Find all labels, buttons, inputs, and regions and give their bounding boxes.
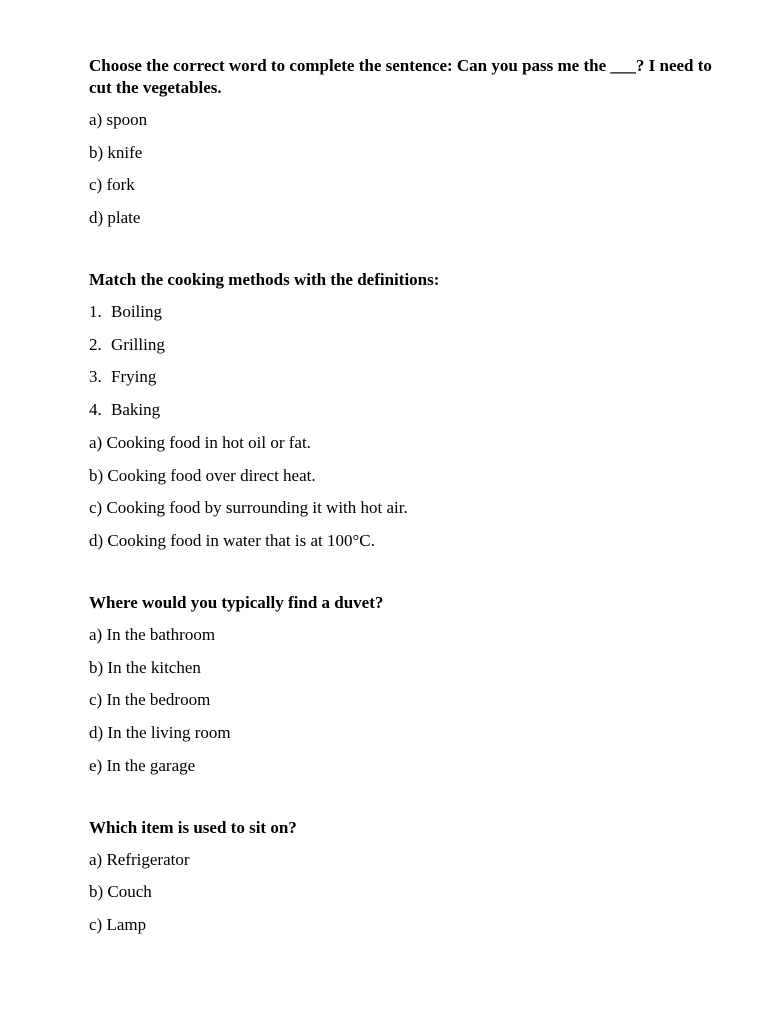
numbered-item bbox=[89, 334, 729, 356]
answer-option: d) plate bbox=[89, 208, 141, 228]
item-text: Boiling bbox=[111, 302, 163, 322]
question-duvet bbox=[89, 592, 729, 777]
answer-option: a) In the bathroom bbox=[89, 624, 216, 644]
question-title: Match the cooking methods with the definitions: bbox=[89, 270, 440, 290]
item-number: 1. bbox=[89, 302, 102, 322]
definition-option: d) Cooking food in water that is at 100°C. bbox=[89, 530, 375, 550]
question-cutting-tool bbox=[89, 55, 729, 229]
item-text: Grilling bbox=[111, 334, 165, 354]
question-cooking-methods bbox=[89, 269, 729, 552]
answer-option: e) In the garage bbox=[89, 755, 196, 775]
numbered-item bbox=[89, 301, 729, 323]
item-number: 3. bbox=[89, 367, 102, 387]
question-title: Which item is used to sit on? bbox=[89, 817, 297, 837]
answer-option: d) In the living room bbox=[89, 722, 231, 742]
item-number: 4. bbox=[89, 400, 102, 420]
definition-option: c) Cooking food by surrounding it with hot air. bbox=[89, 498, 408, 518]
answer-option: c) In the bedroom bbox=[89, 690, 211, 710]
definition-option: a) Cooking food in hot oil or fat. bbox=[89, 432, 311, 452]
answer-option: b) In the kitchen bbox=[89, 657, 201, 677]
answer-option: b) Couch bbox=[89, 882, 152, 902]
answer-option: b) knife bbox=[89, 142, 143, 162]
worksheet-page bbox=[89, 55, 729, 976]
question-sit-on bbox=[89, 817, 729, 936]
definition-option: b) Cooking food over direct heat. bbox=[89, 465, 316, 485]
answer-option: a) spoon bbox=[89, 110, 148, 129]
numbered-item bbox=[89, 366, 729, 388]
answer-option: a) Refrigerator bbox=[89, 849, 190, 869]
item-text: Baking bbox=[111, 400, 161, 420]
question-title: Where would you typically find a duvet? bbox=[89, 592, 384, 612]
question-title: Choose the correct word to complete the sentence: Can you pass me the ___? I need to cut the vegetables. bbox=[89, 56, 712, 97]
numbered-item bbox=[89, 399, 729, 421]
answer-option: c) Lamp bbox=[89, 915, 147, 934]
answer-option: c) fork bbox=[89, 175, 135, 195]
item-number: 2. bbox=[89, 334, 102, 354]
item-text: Frying bbox=[111, 367, 157, 387]
